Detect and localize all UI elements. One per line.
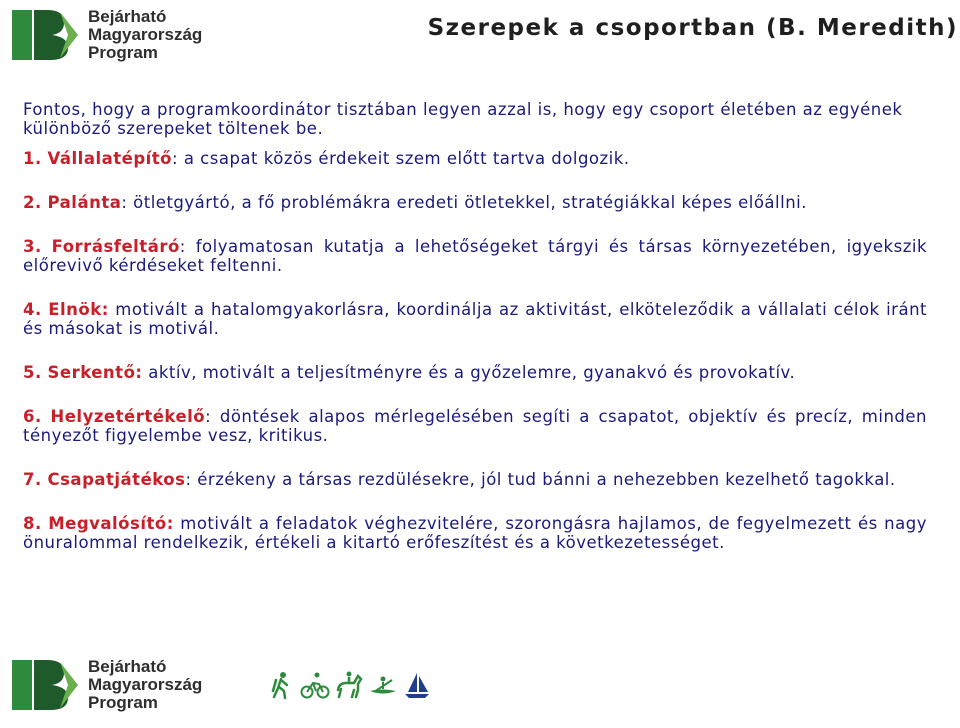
- role-term: Palánta: [47, 193, 122, 212]
- logo-text: [88, 658, 202, 712]
- role-description: : ötletgyártó, a fő problémákra eredeti ötletekkel, stratégiákkal képes előállni.: [121, 193, 807, 212]
- document-body: [23, 100, 927, 577]
- kayak-icon: [368, 670, 398, 700]
- role-description: aktív, motivált a teljesítményre és a győzelemre, gyanakvó és provokatív.: [142, 363, 796, 382]
- role-number: 6.: [23, 407, 42, 426]
- program-logo-mark: [8, 656, 80, 714]
- role-number: 4.: [23, 300, 42, 319]
- horse-rider-icon: [334, 670, 364, 700]
- program-logo-mark: [8, 6, 80, 64]
- role-description: : a csapat közös érdekeit szem előtt tartva dolgozik.: [172, 149, 630, 168]
- role-number: 8.: [23, 514, 42, 533]
- role-number: 2.: [23, 193, 42, 212]
- role-term: Elnök:: [48, 300, 109, 319]
- role-number: 1.: [23, 149, 42, 168]
- role-term: Forrásfeltáró: [51, 237, 180, 256]
- hiker-icon: [266, 670, 296, 700]
- role-description: : döntések alapos mérlegelésében segíti a csapatot, objektív és precíz, minden tényezőt figyelembe vesz, kritikus.: [23, 407, 927, 445]
- logo-line-2: Magyarország: [88, 25, 203, 44]
- role-item-5: [23, 363, 927, 382]
- role-number: 3.: [23, 237, 42, 256]
- intro-paragraph: Fontos, hogy a programkoordinátor tisztában legyen azzal is, hogy egy csoport életében az egyének különböző szerepeket töltenek be.: [23, 100, 903, 138]
- sailboat-icon: [402, 670, 432, 700]
- role-number: 7.: [23, 470, 42, 489]
- role-term: Csapatjátékos: [47, 470, 186, 489]
- role-description: motivált a hatalomgyakorlásra, koordinálja az aktivitást, elköteleződik a vállalati célok iránt és másokat is motivál.: [23, 300, 927, 338]
- program-logo-top: [8, 6, 202, 64]
- program-logo-bottom: [8, 656, 202, 714]
- role-item-3: [23, 237, 927, 275]
- role-description: : folyamatosan kutatja a lehetőségeket tárgyi és társas környezetében, igyekszik előrevivő kérdéseket feltenni.: [23, 237, 927, 275]
- role-item-2: [23, 193, 927, 212]
- role-item-7: [23, 470, 927, 489]
- role-description: motivált a feladatok véghezvitelére, szorongásra hajlamos, de fegyelmezett és nagy önuralommal rendelkezik, értékeli a kitartó erőfeszítést és a következetességet.: [23, 514, 927, 552]
- logo-line-2: Magyarország: [88, 675, 203, 694]
- logo-line-1: Bejárható: [88, 7, 167, 26]
- logo-line-3: Program: [88, 43, 158, 62]
- role-term: Vállalatépítő: [47, 149, 173, 168]
- role-term: Helyzetértékelő: [50, 407, 206, 426]
- logo-line-3: Program: [88, 693, 158, 712]
- cyclist-icon: [300, 670, 330, 700]
- logo-text: [88, 8, 202, 62]
- role-item-1: [23, 149, 927, 168]
- role-term: Megvalósító:: [48, 514, 174, 533]
- logo-line-1: Bejárható: [88, 657, 167, 676]
- role-term: Serkentő:: [47, 363, 143, 382]
- page-title: Szerepek a csoportban (B. Meredith): [427, 15, 958, 41]
- role-item-6: [23, 407, 927, 445]
- role-item-4: [23, 300, 927, 338]
- role-description: : érzékeny a társas rezdülésekre, jól tud bánni a nehezebben kezelhető tagokkal.: [185, 470, 896, 489]
- activity-icons: [266, 670, 436, 700]
- role-item-8: [23, 514, 927, 552]
- role-number: 5.: [23, 363, 42, 382]
